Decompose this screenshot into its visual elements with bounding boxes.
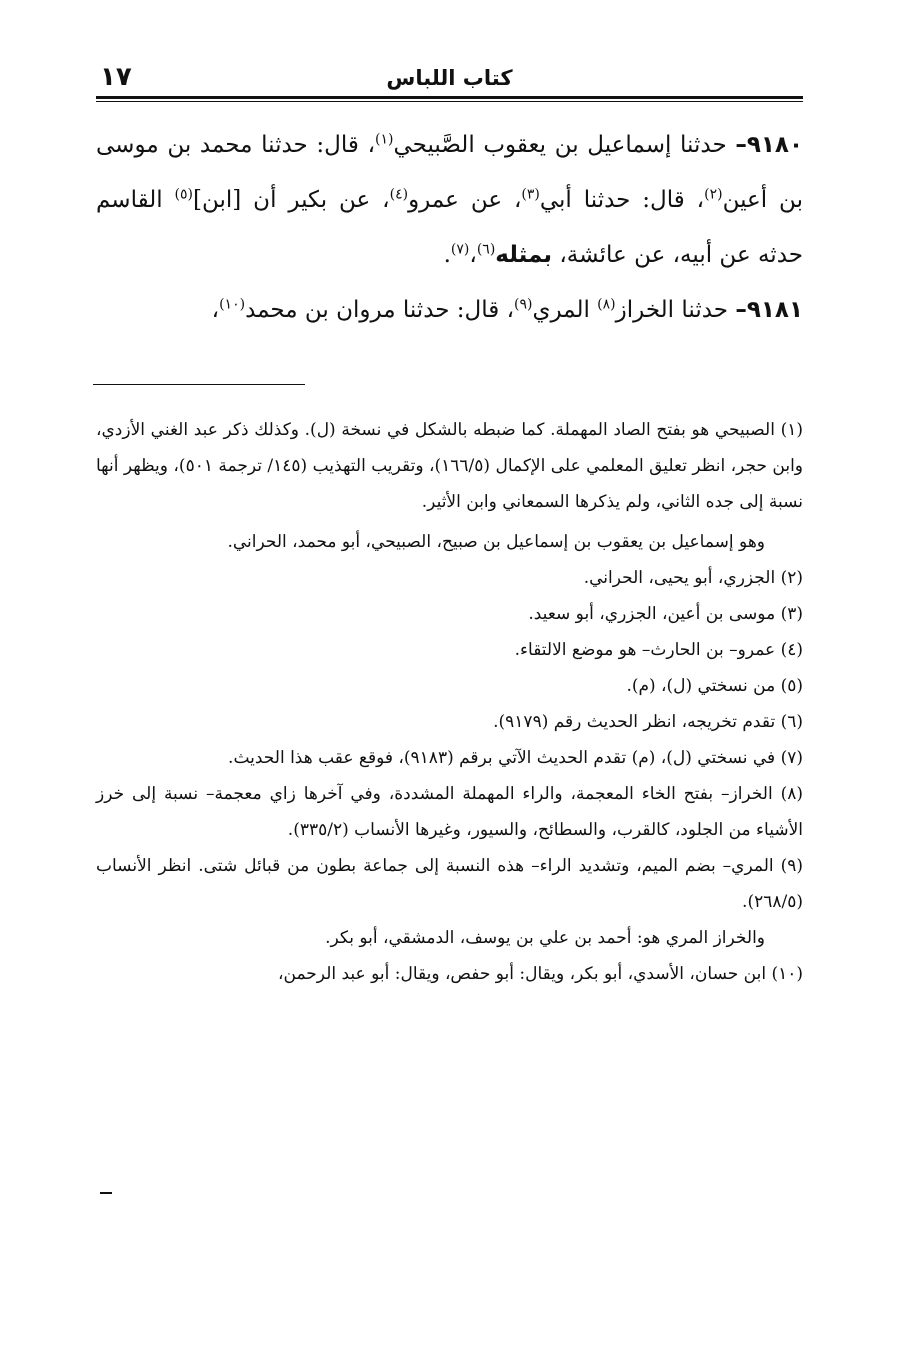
continuation-dash <box>100 1192 112 1194</box>
hadith-text: ، عن عمرو <box>408 187 522 213</box>
hadith-text: . <box>443 242 451 268</box>
footnote-ref: (١) <box>375 131 394 148</box>
footnote-1-continuation: وهو إسماعيل بن يعقوب بن إسماعيل بن صبيح، الصبيحي، أبو محمد، الحراني. <box>227 532 765 552</box>
bold-word: بمثله <box>495 242 553 268</box>
footnote-ref: (٢) <box>704 186 723 203</box>
hadith-text: حدثنا إسماعيل بن يعقوب الصَّبيحي <box>393 132 736 158</box>
footnote-ref: (٩) <box>514 296 533 313</box>
footnote-ref: (٤) <box>389 186 409 203</box>
hadith-number: ٩١٨٠– <box>735 132 804 158</box>
page-number: ١٧ <box>100 62 132 92</box>
footnotes <box>96 412 803 992</box>
footnote-8: (٨) الخراز– بفتح الخاء المعجمة، والراء المهملة المشددة، وفي آخرها زاي معجمة– نسبة إلى خرز الأشياء من الجلود، كالقرب، والسطائح، والسيور، وغيرها الأنساب (٣٣٥/٢). <box>96 784 803 840</box>
hadith-text: حدثنا الخراز <box>615 297 736 323</box>
footnote-ref: (٦) <box>476 241 496 258</box>
footnote-ref: (٧) <box>450 241 470 258</box>
footnote-ref: (٥) <box>174 186 194 203</box>
footnote-ref: (٣) <box>521 186 540 203</box>
footnote-7: (٧) في نسختي (ل)، (م) تقدم الحديث الآتي برقم (٩١٨٣)، فوقع عقب هذا الحديث. <box>228 748 803 768</box>
hadith-text: ، عن بكير أن [ابن] <box>193 187 390 213</box>
hadith-text: ، قال: حدثنا مروان بن محمد <box>245 297 514 323</box>
hadith-text: المري <box>532 297 598 323</box>
header-rule-thin <box>96 101 803 102</box>
footnote-9-continuation: والخراز المري هو: أحمد بن علي بن يوسف، الدمشقي، أبو بكر. <box>325 928 765 948</box>
footnote-2: (٢) الجزري، أبو يحيى، الحراني. <box>583 568 803 588</box>
footnote-10: (١٠) ابن حسان، الأسدي، أبو بكر، ويقال: أبو حفص، ويقال: أبو عبد الرحمن، <box>278 964 803 984</box>
footnote-5: (٥) من نسختي (ل)، (م). <box>626 676 803 696</box>
hadith-text: ، <box>469 242 477 268</box>
book-title: كتاب اللباس <box>386 66 513 90</box>
footnote-1: (١) الصبيحي هو بفتح الصاد المهملة. كما ضبطه بالشكل في نسخة (ل). وكذلك ذكر عبد الغني الأزدي، وابن حجر، انظر تعليق المعلمي على الإكمال (١٦٦/٥)، وتقريب التهذيب (١٤٥/ ترجمة ٥٠١)، ويظهر أنها نسبة إلى جده الثاني، ولم يذكرها السمعاني وابن الأثير. <box>96 420 804 512</box>
header-rule-thick <box>96 96 803 99</box>
footnote-ref: (٨) <box>597 296 616 313</box>
hadith-text: القاسم حدثه عن أبيه، عن عائشة، <box>96 187 803 268</box>
hadith-text: ، <box>211 297 220 323</box>
hadith-9181 <box>96 283 803 338</box>
footnote-3: (٣) موسى بن أعين، الجزري، أبو سعيد. <box>528 604 803 624</box>
footnote-4: (٤) عمرو– بن الحارث– هو موضع الالتقاء. <box>514 640 803 660</box>
main-text <box>96 118 803 338</box>
page-header <box>96 62 803 100</box>
footnote-ref: (١٠) <box>219 296 246 313</box>
hadith-9180 <box>96 118 803 283</box>
hadith-text: ، قال: حدثنا أبي <box>539 187 705 213</box>
footnote-6: (٦) تقدم تخريجه، انظر الحديث رقم (٩١٧٩). <box>493 712 803 732</box>
hadith-text: ، قال: حدثنا محمد بن موسى بن أعين <box>96 132 803 213</box>
footnote-separator <box>93 384 305 385</box>
hadith-number: ٩١٨١– <box>735 297 803 323</box>
footnote-9: (٩) المري– بضم الميم، وتشديد الراء– هذه النسبة إلى جماعة بطون من قبائل شتى. انظر الأنساب (٢٦٨/٥). <box>96 856 803 912</box>
